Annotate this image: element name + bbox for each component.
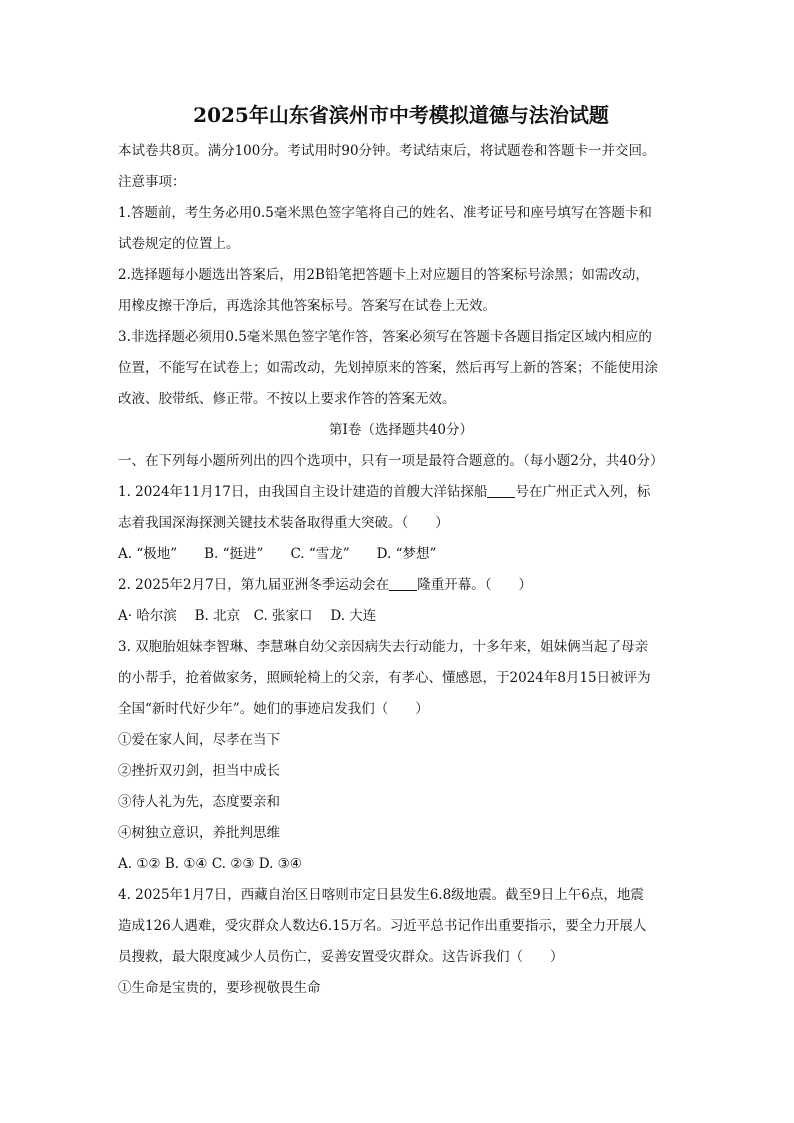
notice-heading: 注意事项： [118, 174, 186, 190]
notice-line: 改液、胶带纸、修正带。不按以上要求作答的答案无效。 [118, 391, 456, 407]
question-3-line: 3. 双胞胎姐妹李智琳、李慧琳自幼父亲因病失去行动能力，十多年来，姐妹俩当起了母亲 [118, 639, 649, 655]
question-2-stem [118, 570, 684, 601]
answer-blank [487, 483, 515, 498]
notice-line: 位置，不能写在试卷上；如需改动，先划掉原来的答案，然后再写上新的答案；不能使用涂 [118, 360, 658, 376]
notice-line: 3.非选择题必须用0.5毫米黑色签字笔作答，答案必须写在答题卡各题目指定区域内相应的 [118, 329, 652, 345]
question-3-choice: ③待人礼为先，态度要亲和 [118, 794, 280, 810]
question-4-line: 员搜救，最大限度减少人员伤亡，妥善安置受灾群众。这告诉我们（ ） [118, 949, 564, 965]
question-4-line: 造成126人遇难，受灾群众人数达6.15万名。习近平总书记作出重要指示，要全力开展人 [118, 918, 647, 934]
exam-page [118, 96, 684, 1004]
question-1-line-1 [118, 477, 684, 508]
answer-blank [389, 576, 417, 591]
question-1-options: A. “极地” B. “挺进” C. “雪龙” D. “梦想” [118, 546, 437, 562]
exam-intro: 本试卷共8页。满分100分。考试用时90分钟。考试结束后，将试题卷和答题卡一并交回。 [118, 143, 656, 159]
question-3-choice: ①爱在家人间，尽孝在当下 [118, 732, 280, 748]
question-3-choice: ④树独立意识，养批判思维 [118, 825, 280, 841]
notice-line: 2.选择题每小题选出答案后，用2B铅笔把答题卡上对应题目的答案标号涂黑；如需改动， [118, 267, 649, 283]
question-2-options: A· 哈尔滨 B. 北京 C. 张家口 D. 大连 [118, 608, 377, 624]
question-4-line: 4. 2025年1月7日，西藏自治区日喀则市定日县发生6.8级地震。截至9日上午6点，地震 [118, 887, 644, 903]
question-3-choice: ②挫折双刃剑，担当中成长 [118, 763, 280, 779]
question-2-text-before: 2. 2025年2月7日，第九届亚洲冬季运动会在 [118, 577, 390, 593]
question-1-text-after: 号在广州正式入列，标 [515, 484, 651, 500]
question-3-options: A. ①② B. ①④ C. ②③ D. ③④ [118, 856, 302, 872]
exam-title: 2025年山东省滨州市中考模拟道德与法治试题 [193, 103, 609, 127]
notice-line: 用橡皮擦干净后，再选涂其他答案标号。答案写在试卷上无效。 [118, 298, 496, 314]
section-instruction: 一、在下列每小题所列出的四个选项中，只有一项是最符合题意的。（每小题2分，共40分） [118, 453, 664, 469]
notice-line: 1.答题前，考生务必用0.5毫米黑色签字笔将自己的姓名、准考证号和座号填写在答题卡和 [118, 205, 652, 221]
question-4-choice: ①生命是宝贵的，要珍视敬畏生命 [118, 980, 321, 996]
question-1-line-2: 志着我国深海探测关键技术装备取得重大突破。（ ） [118, 515, 449, 531]
notice-line: 试卷规定的位置上。 [118, 236, 240, 252]
question-3-line: 全国“新时代好少年”。她们的事迹启发我们（ ） [118, 701, 429, 717]
question-2-text-after: 隆重开幕。（ ） [417, 577, 532, 593]
question-3-line: 的小帮手，抢着做家务，照顾轮椅上的父亲，有孝心、懂感恩，于2024年8月15日被评为 [118, 670, 651, 686]
section-title: 第Ⅰ卷（选择题共40分） [328, 422, 473, 438]
question-1-text-before: 1. 2024年11月17日，由我国自主设计建造的首艘大洋钻探船 [118, 484, 488, 500]
